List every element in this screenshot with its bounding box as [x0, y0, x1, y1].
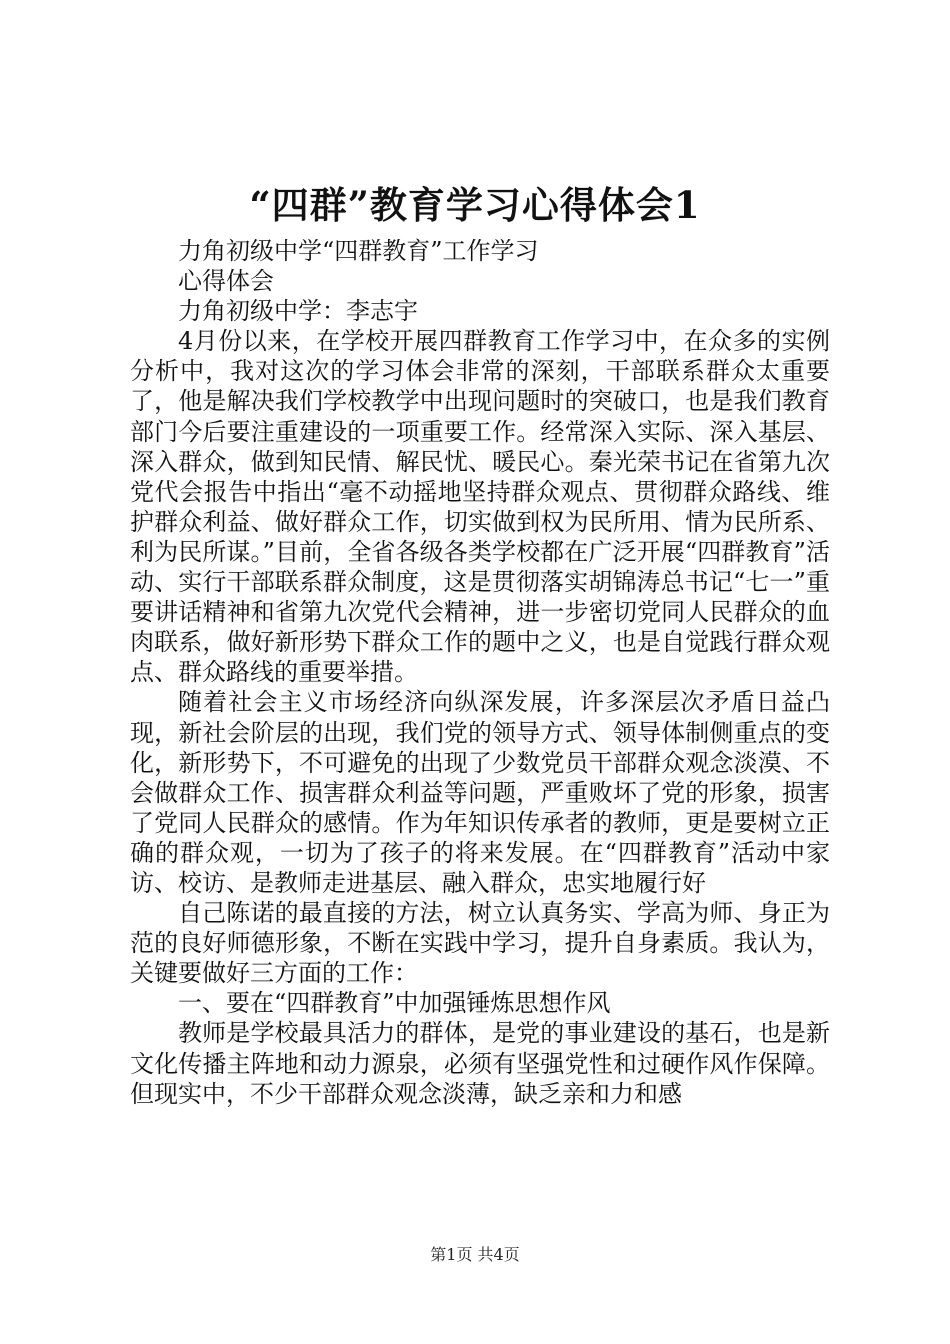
- document-body: [130, 236, 830, 1109]
- body-paragraph: 教师是学校最具活力的群体，是党的事业建设的基石，也是新文化传播主阵地和动力源泉，必须有坚强党性和过硬作风作保障。但现实中，不少干部群众观念淡薄，缺乏亲和力和感: [130, 1019, 830, 1108]
- body-paragraph: 4月份以来，在学校开展四群教育工作学习中，在众多的实例分析中，我对这次的学习体会非常的深刻，干部联系群众太重要了，他是解决我们学校教学中出现问题时的突破口，也是我们教育部门今后要注重建设的一项重要工作。经常深入实际、深入基层、深入群众，做到知民情、解民忧、暖民心。秦光荣书记在省第九次党代会报告中指出“毫不动摇地坚持群众观点、贯彻群众路线、维护群众利益、做好群众工作，切实做到权为民所用、情为民所系、利为民所谋。”目前，全省各级各类学校都在广泛开展“四群教育”活动、实行干部联系群众制度，这是贯彻落实胡锦涛总书记“七一”重要讲话精神和省第九次党代会精神，进一步密切党同人民群众的血肉联系，做好新形势下群众工作的题中之义，也是自觉践行群众观点、群众路线的重要举措。: [130, 327, 830, 687]
- subtitle-line-2: 心得体会: [178, 267, 274, 296]
- body-paragraph: 自己陈诺的最直接的方法，树立认真务实、学高为师、身正为范的良好师德形象，不断在实践中学习，提升自身素质。我认为，关键要做好三方面的工作：: [130, 899, 830, 988]
- body-paragraph: 随着社会主义市场经济向纵深发展，许多深层次矛盾日益凸现，新社会阶层的出现，我们党的领导方式、领导体制侧重点的变化，新形势下，不可避免的出现了少数党员干部群众观念淡漠、不会做群众工作、损害群众利益等问题，严重败坏了党的形象，损害了党同人民群众的感情。作为年知识传承者的教师，更是要树立正确的群众观，一切为了孩子的将来发展。在“四群教育”活动中家访、校访、是教师走进基层、融入群众，忠实地履行好: [130, 688, 830, 897]
- page-footer: 第1页 共4页: [430, 1245, 520, 1264]
- section-heading: 一、要在“四群教育”中加强锤炼思想作风: [178, 989, 611, 1018]
- document-title: “四群”教育学习心得体会1: [249, 183, 701, 227]
- subtitle-line-1: 力角初级中学“四群教育”工作学习: [178, 237, 539, 265]
- author-line: 力角初级中学：李志宇: [178, 297, 418, 326]
